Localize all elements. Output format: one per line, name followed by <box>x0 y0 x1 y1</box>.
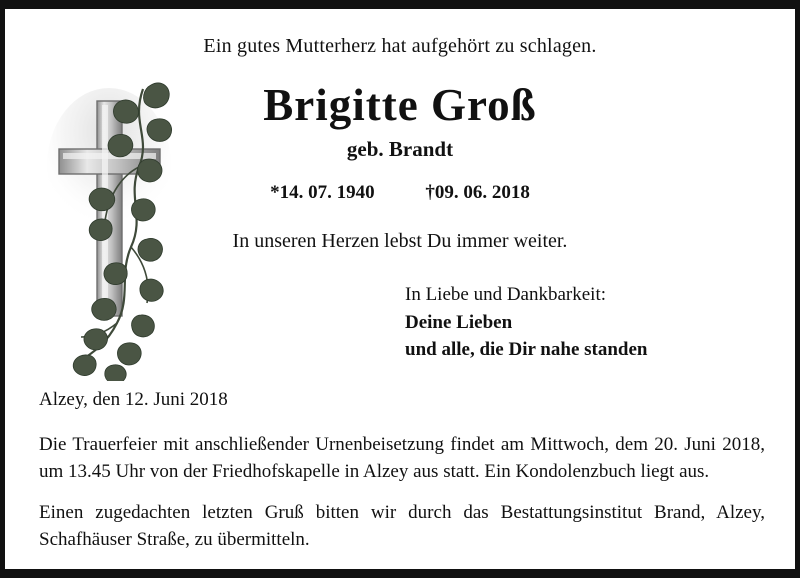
funeral-details <box>39 387 765 554</box>
opening-line: Ein gutes Mutterherz hat aufgehört zu schlagen. <box>203 35 597 57</box>
memory-line: In unseren Herzen lebst Du immer weiter. <box>232 230 568 253</box>
ceremony-paragraph: Die Trauerfeier mit anschließender Urnenbeisetzung findet am Mittwoch, dem 20. Juni 2018, um 13.45 Uhr von der Friedhofskapelle in Alzey aus statt. Ein Kondolenzbuch liegt aus. <box>39 433 765 482</box>
place-and-date: Alzey, den 12. Juni 2018 <box>39 389 228 410</box>
signature-line-2: und alle, die Dir nahe standen <box>405 339 648 361</box>
signature-line-1: Deine Lieben <box>405 311 513 333</box>
birth-symbol-icon: * <box>270 182 280 204</box>
birth-date: 14. 07. 1940 <box>279 182 375 204</box>
death-date-group <box>425 182 530 203</box>
cross-with-ivy-icon <box>47 71 187 381</box>
condolence-paragraph: Einen zugedachten letzten Gruß bitten wir durch das Bestattungsinstitut Brand, Alzey, Schafhäuser Straße, zu übermitteln. <box>39 501 765 550</box>
obituary-inner <box>5 9 795 569</box>
maiden-name: geb. Brandt <box>346 137 454 162</box>
deceased-name: Brigitte Groß <box>263 80 537 130</box>
signature-intro: In Liebe und Dankbarkeit: <box>405 284 607 306</box>
birth-date-group <box>270 182 379 203</box>
death-date: 09. 06. 2018 <box>434 182 530 204</box>
cross-symbol-icon: † <box>425 182 435 204</box>
